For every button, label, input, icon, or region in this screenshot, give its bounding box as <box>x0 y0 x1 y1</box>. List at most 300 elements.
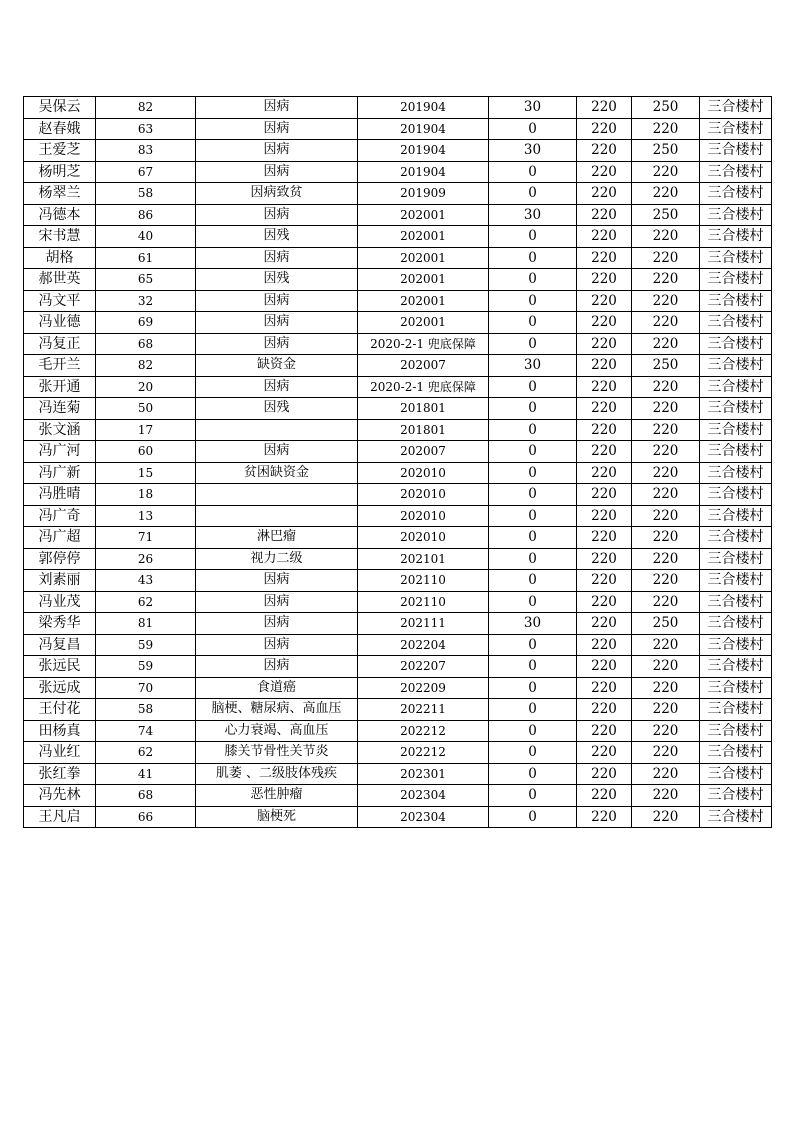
name-cell: 田杨真 <box>24 720 96 742</box>
base-amount-cell: 220 <box>577 677 632 699</box>
supplement-cell: 30 <box>489 204 577 226</box>
table-row <box>24 204 772 226</box>
date-cell: 202301 <box>358 763 489 785</box>
name-cell: 冯广奇 <box>24 505 96 527</box>
age-cell: 83 <box>96 140 196 162</box>
supplement-cell: 0 <box>489 161 577 183</box>
total-amount-cell: 250 <box>632 355 700 377</box>
reason-cell <box>196 505 358 527</box>
age-cell: 32 <box>96 290 196 312</box>
village-cell: 三合楼村 <box>700 247 772 269</box>
total-amount-cell: 220 <box>632 763 700 785</box>
base-amount-cell: 220 <box>577 720 632 742</box>
supplement-cell: 0 <box>489 290 577 312</box>
table-body <box>24 97 772 828</box>
name-cell: 冯复正 <box>24 333 96 355</box>
reason-cell: 因残 <box>196 226 358 248</box>
age-cell: 62 <box>96 591 196 613</box>
table-row <box>24 634 772 656</box>
name-cell: 冯业红 <box>24 742 96 764</box>
base-amount-cell: 220 <box>577 634 632 656</box>
date-cell: 202001 <box>358 290 489 312</box>
supplement-cell: 0 <box>489 247 577 269</box>
table-row <box>24 527 772 549</box>
total-amount-cell: 250 <box>632 140 700 162</box>
age-cell: 61 <box>96 247 196 269</box>
date-cell: 202010 <box>358 462 489 484</box>
village-cell: 三合楼村 <box>700 226 772 248</box>
age-cell: 69 <box>96 312 196 334</box>
total-amount-cell: 220 <box>632 677 700 699</box>
supplement-cell: 0 <box>489 634 577 656</box>
reason-cell: 膝关节骨性关节炎 <box>196 742 358 764</box>
village-cell: 三合楼村 <box>700 570 772 592</box>
date-cell: 201904 <box>358 140 489 162</box>
table-row <box>24 376 772 398</box>
age-cell: 58 <box>96 699 196 721</box>
base-amount-cell: 220 <box>577 290 632 312</box>
age-cell: 26 <box>96 548 196 570</box>
base-amount-cell: 220 <box>577 570 632 592</box>
date-cell: 201904 <box>358 97 489 119</box>
age-cell: 59 <box>96 656 196 678</box>
village-cell: 三合楼村 <box>700 140 772 162</box>
total-amount-cell: 220 <box>632 570 700 592</box>
total-amount-cell: 220 <box>632 269 700 291</box>
table-row <box>24 140 772 162</box>
total-amount-cell: 220 <box>632 247 700 269</box>
total-amount-cell: 220 <box>632 441 700 463</box>
date-cell: 202209 <box>358 677 489 699</box>
date-cell: 202212 <box>358 742 489 764</box>
reason-cell: 贫困缺资金 <box>196 462 358 484</box>
name-cell: 冯连菊 <box>24 398 96 420</box>
date-cell: 202212 <box>358 720 489 742</box>
supplement-cell: 0 <box>489 398 577 420</box>
table-row <box>24 183 772 205</box>
date-cell: 202207 <box>358 656 489 678</box>
village-cell: 三合楼村 <box>700 161 772 183</box>
date-cell: 202010 <box>358 527 489 549</box>
date-cell: 2020-2-1 兜底保障 <box>358 376 489 398</box>
village-cell: 三合楼村 <box>700 376 772 398</box>
supplement-cell: 0 <box>489 505 577 527</box>
date-cell: 202001 <box>358 247 489 269</box>
table-row <box>24 548 772 570</box>
base-amount-cell: 220 <box>577 785 632 807</box>
reason-cell: 肌萎 、二级肢体残疾 <box>196 763 358 785</box>
supplement-cell: 0 <box>489 570 577 592</box>
base-amount-cell: 220 <box>577 333 632 355</box>
supplement-cell: 0 <box>489 269 577 291</box>
total-amount-cell: 220 <box>632 312 700 334</box>
reason-cell: 因病 <box>196 441 358 463</box>
village-cell: 三合楼村 <box>700 677 772 699</box>
age-cell: 74 <box>96 720 196 742</box>
village-cell: 三合楼村 <box>700 333 772 355</box>
name-cell: 刘素丽 <box>24 570 96 592</box>
base-amount-cell: 220 <box>577 699 632 721</box>
reason-cell: 因病 <box>196 161 358 183</box>
base-amount-cell: 220 <box>577 204 632 226</box>
table-row <box>24 656 772 678</box>
reason-cell: 因病 <box>196 656 358 678</box>
name-cell: 冯业茂 <box>24 591 96 613</box>
total-amount-cell: 220 <box>632 226 700 248</box>
total-amount-cell: 250 <box>632 204 700 226</box>
village-cell: 三合楼村 <box>700 527 772 549</box>
total-amount-cell: 250 <box>632 97 700 119</box>
name-cell: 冯复昌 <box>24 634 96 656</box>
age-cell: 20 <box>96 376 196 398</box>
total-amount-cell: 220 <box>632 548 700 570</box>
village-cell: 三合楼村 <box>700 355 772 377</box>
date-cell: 201801 <box>358 398 489 420</box>
age-cell: 68 <box>96 785 196 807</box>
total-amount-cell: 220 <box>632 785 700 807</box>
date-cell: 202007 <box>358 355 489 377</box>
total-amount-cell: 220 <box>632 505 700 527</box>
base-amount-cell: 220 <box>577 484 632 506</box>
name-cell: 郭停停 <box>24 548 96 570</box>
table-row <box>24 312 772 334</box>
table-row <box>24 441 772 463</box>
date-cell: 202001 <box>358 226 489 248</box>
age-cell: 43 <box>96 570 196 592</box>
name-cell: 王凡启 <box>24 806 96 828</box>
table-row <box>24 161 772 183</box>
beneficiary-table <box>23 96 772 828</box>
base-amount-cell: 220 <box>577 613 632 635</box>
reason-cell <box>196 484 358 506</box>
total-amount-cell: 220 <box>632 333 700 355</box>
table-row <box>24 763 772 785</box>
name-cell: 冯业德 <box>24 312 96 334</box>
table-row <box>24 290 772 312</box>
date-cell: 202010 <box>358 505 489 527</box>
date-cell: 201904 <box>358 118 489 140</box>
date-cell: 202007 <box>358 441 489 463</box>
name-cell: 冯广超 <box>24 527 96 549</box>
date-cell: 202111 <box>358 613 489 635</box>
reason-cell: 视力二级 <box>196 548 358 570</box>
supplement-cell: 0 <box>489 527 577 549</box>
supplement-cell: 0 <box>489 118 577 140</box>
date-cell: 201801 <box>358 419 489 441</box>
name-cell: 张远成 <box>24 677 96 699</box>
table-row <box>24 484 772 506</box>
supplement-cell: 0 <box>489 656 577 678</box>
name-cell: 冯先林 <box>24 785 96 807</box>
village-cell: 三合楼村 <box>700 204 772 226</box>
date-cell: 202110 <box>358 570 489 592</box>
name-cell: 冯广新 <box>24 462 96 484</box>
village-cell: 三合楼村 <box>700 763 772 785</box>
supplement-cell: 0 <box>489 226 577 248</box>
reason-cell: 脑梗、糖尿病、高血压 <box>196 699 358 721</box>
base-amount-cell: 220 <box>577 441 632 463</box>
name-cell: 冯广河 <box>24 441 96 463</box>
name-cell: 赵春娥 <box>24 118 96 140</box>
reason-cell: 因病 <box>196 290 358 312</box>
table-row <box>24 269 772 291</box>
base-amount-cell: 220 <box>577 591 632 613</box>
date-cell: 202001 <box>358 204 489 226</box>
age-cell: 63 <box>96 118 196 140</box>
village-cell: 三合楼村 <box>700 591 772 613</box>
supplement-cell: 30 <box>489 97 577 119</box>
total-amount-cell: 220 <box>632 720 700 742</box>
reason-cell: 因病 <box>196 312 358 334</box>
reason-cell: 因病 <box>196 591 358 613</box>
name-cell: 王爱芝 <box>24 140 96 162</box>
village-cell: 三合楼村 <box>700 785 772 807</box>
base-amount-cell: 220 <box>577 161 632 183</box>
village-cell: 三合楼村 <box>700 484 772 506</box>
total-amount-cell: 220 <box>632 118 700 140</box>
supplement-cell: 30 <box>489 355 577 377</box>
village-cell: 三合楼村 <box>700 613 772 635</box>
base-amount-cell: 220 <box>577 527 632 549</box>
supplement-cell: 0 <box>489 419 577 441</box>
village-cell: 三合楼村 <box>700 118 772 140</box>
age-cell: 41 <box>96 763 196 785</box>
village-cell: 三合楼村 <box>700 398 772 420</box>
village-cell: 三合楼村 <box>700 312 772 334</box>
name-cell: 梁秀华 <box>24 613 96 635</box>
age-cell: 50 <box>96 398 196 420</box>
village-cell: 三合楼村 <box>700 656 772 678</box>
age-cell: 66 <box>96 806 196 828</box>
reason-cell: 因病 <box>196 333 358 355</box>
village-cell: 三合楼村 <box>700 97 772 119</box>
date-cell: 201904 <box>358 161 489 183</box>
village-cell: 三合楼村 <box>700 290 772 312</box>
table-row <box>24 462 772 484</box>
supplement-cell: 0 <box>489 548 577 570</box>
table-row <box>24 505 772 527</box>
age-cell: 65 <box>96 269 196 291</box>
table-row <box>24 97 772 119</box>
name-cell: 张远民 <box>24 656 96 678</box>
reason-cell: 食道癌 <box>196 677 358 699</box>
reason-cell: 脑梗死 <box>196 806 358 828</box>
name-cell: 胡格 <box>24 247 96 269</box>
reason-cell: 因病 <box>196 376 358 398</box>
age-cell: 17 <box>96 419 196 441</box>
base-amount-cell: 220 <box>577 140 632 162</box>
village-cell: 三合楼村 <box>700 806 772 828</box>
date-cell: 201909 <box>358 183 489 205</box>
reason-cell: 恶性肿瘤 <box>196 785 358 807</box>
base-amount-cell: 220 <box>577 247 632 269</box>
date-cell: 202010 <box>358 484 489 506</box>
total-amount-cell: 220 <box>632 290 700 312</box>
village-cell: 三合楼村 <box>700 548 772 570</box>
base-amount-cell: 220 <box>577 355 632 377</box>
reason-cell: 因残 <box>196 269 358 291</box>
total-amount-cell: 220 <box>632 699 700 721</box>
reason-cell: 缺资金 <box>196 355 358 377</box>
age-cell: 82 <box>96 97 196 119</box>
base-amount-cell: 220 <box>577 462 632 484</box>
name-cell: 毛开兰 <box>24 355 96 377</box>
supplement-cell: 0 <box>489 742 577 764</box>
table-row <box>24 785 772 807</box>
base-amount-cell: 220 <box>577 312 632 334</box>
total-amount-cell: 220 <box>632 527 700 549</box>
total-amount-cell: 220 <box>632 484 700 506</box>
supplement-cell: 0 <box>489 376 577 398</box>
age-cell: 68 <box>96 333 196 355</box>
base-amount-cell: 220 <box>577 505 632 527</box>
table-row <box>24 591 772 613</box>
village-cell: 三合楼村 <box>700 462 772 484</box>
date-cell: 202001 <box>358 312 489 334</box>
age-cell: 81 <box>96 613 196 635</box>
age-cell: 71 <box>96 527 196 549</box>
age-cell: 60 <box>96 441 196 463</box>
base-amount-cell: 220 <box>577 806 632 828</box>
name-cell: 张文涵 <box>24 419 96 441</box>
base-amount-cell: 220 <box>577 548 632 570</box>
name-cell: 杨翠兰 <box>24 183 96 205</box>
total-amount-cell: 220 <box>632 806 700 828</box>
village-cell: 三合楼村 <box>700 419 772 441</box>
age-cell: 15 <box>96 462 196 484</box>
supplement-cell: 0 <box>489 806 577 828</box>
table-row <box>24 613 772 635</box>
age-cell: 58 <box>96 183 196 205</box>
table-row <box>24 742 772 764</box>
table-row <box>24 226 772 248</box>
supplement-cell: 0 <box>489 183 577 205</box>
supplement-cell: 0 <box>489 699 577 721</box>
reason-cell: 因病 <box>196 634 358 656</box>
village-cell: 三合楼村 <box>700 183 772 205</box>
reason-cell: 因病 <box>196 570 358 592</box>
age-cell: 18 <box>96 484 196 506</box>
supplement-cell: 0 <box>489 785 577 807</box>
name-cell: 张开通 <box>24 376 96 398</box>
base-amount-cell: 220 <box>577 656 632 678</box>
name-cell: 杨明芝 <box>24 161 96 183</box>
total-amount-cell: 220 <box>632 742 700 764</box>
date-cell: 202101 <box>358 548 489 570</box>
name-cell: 冯胜晴 <box>24 484 96 506</box>
reason-cell <box>196 419 358 441</box>
total-amount-cell: 220 <box>632 183 700 205</box>
total-amount-cell: 220 <box>632 634 700 656</box>
supplement-cell: 30 <box>489 140 577 162</box>
total-amount-cell: 220 <box>632 161 700 183</box>
supplement-cell: 0 <box>489 484 577 506</box>
age-cell: 13 <box>96 505 196 527</box>
date-cell: 202110 <box>358 591 489 613</box>
table-row <box>24 806 772 828</box>
supplement-cell: 0 <box>489 720 577 742</box>
total-amount-cell: 250 <box>632 613 700 635</box>
reason-cell: 心力衰竭、高血压 <box>196 720 358 742</box>
base-amount-cell: 220 <box>577 398 632 420</box>
reason-cell: 因病 <box>196 118 358 140</box>
reason-cell: 因残 <box>196 398 358 420</box>
total-amount-cell: 220 <box>632 462 700 484</box>
name-cell: 冯文平 <box>24 290 96 312</box>
supplement-cell: 0 <box>489 677 577 699</box>
supplement-cell: 0 <box>489 441 577 463</box>
village-cell: 三合楼村 <box>700 699 772 721</box>
date-cell: 202211 <box>358 699 489 721</box>
village-cell: 三合楼村 <box>700 720 772 742</box>
table-row <box>24 677 772 699</box>
reason-cell: 因病 <box>196 613 358 635</box>
age-cell: 62 <box>96 742 196 764</box>
table-row <box>24 118 772 140</box>
date-cell: 202001 <box>358 269 489 291</box>
village-cell: 三合楼村 <box>700 505 772 527</box>
reason-cell: 因病 <box>196 204 358 226</box>
name-cell: 郝世英 <box>24 269 96 291</box>
name-cell: 吴保云 <box>24 97 96 119</box>
name-cell: 张红拳 <box>24 763 96 785</box>
reason-cell: 因病致贫 <box>196 183 358 205</box>
age-cell: 67 <box>96 161 196 183</box>
base-amount-cell: 220 <box>577 97 632 119</box>
age-cell: 86 <box>96 204 196 226</box>
base-amount-cell: 220 <box>577 742 632 764</box>
name-cell: 宋书慧 <box>24 226 96 248</box>
base-amount-cell: 220 <box>577 419 632 441</box>
village-cell: 三合楼村 <box>700 269 772 291</box>
base-amount-cell: 220 <box>577 183 632 205</box>
base-amount-cell: 220 <box>577 763 632 785</box>
supplement-cell: 0 <box>489 591 577 613</box>
village-cell: 三合楼村 <box>700 441 772 463</box>
date-cell: 202304 <box>358 806 489 828</box>
table-row <box>24 720 772 742</box>
base-amount-cell: 220 <box>577 118 632 140</box>
age-cell: 59 <box>96 634 196 656</box>
base-amount-cell: 220 <box>577 269 632 291</box>
table-row <box>24 419 772 441</box>
total-amount-cell: 220 <box>632 656 700 678</box>
reason-cell: 淋巴瘤 <box>196 527 358 549</box>
table-row <box>24 398 772 420</box>
supplement-cell: 0 <box>489 312 577 334</box>
base-amount-cell: 220 <box>577 376 632 398</box>
name-cell: 王付花 <box>24 699 96 721</box>
table-row <box>24 355 772 377</box>
total-amount-cell: 220 <box>632 376 700 398</box>
date-cell: 202204 <box>358 634 489 656</box>
supplement-cell: 0 <box>489 763 577 785</box>
supplement-cell: 0 <box>489 333 577 355</box>
base-amount-cell: 220 <box>577 226 632 248</box>
supplement-cell: 30 <box>489 613 577 635</box>
age-cell: 70 <box>96 677 196 699</box>
reason-cell: 因病 <box>196 247 358 269</box>
village-cell: 三合楼村 <box>700 634 772 656</box>
table-row <box>24 570 772 592</box>
reason-cell: 因病 <box>196 140 358 162</box>
table-row <box>24 333 772 355</box>
village-cell: 三合楼村 <box>700 742 772 764</box>
name-cell: 冯德本 <box>24 204 96 226</box>
age-cell: 82 <box>96 355 196 377</box>
reason-cell: 因病 <box>196 97 358 119</box>
supplement-cell: 0 <box>489 462 577 484</box>
